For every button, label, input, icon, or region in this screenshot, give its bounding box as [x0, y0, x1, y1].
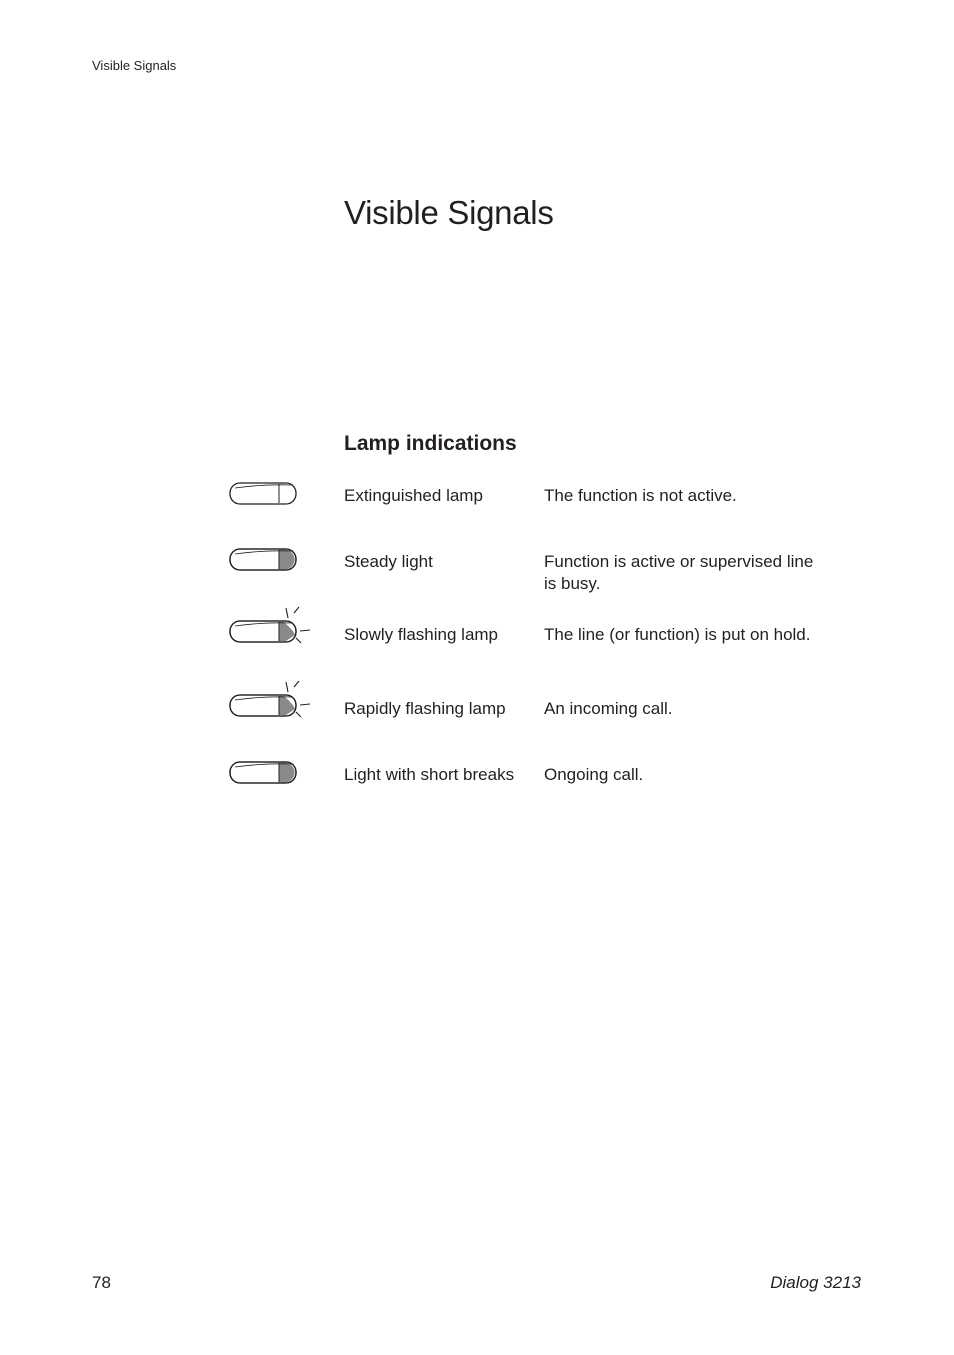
lamp-extinguished-icon [228, 478, 318, 524]
page-number: 78 [92, 1273, 111, 1292]
lamp-steady-icon [228, 757, 318, 803]
lamp-description: Ongoing call. [544, 765, 644, 784]
lamp-label: Rapidly flashing lamp [344, 699, 506, 718]
lamp-indication-row [0, 478, 954, 538]
lamp-flashing-icon [228, 679, 318, 725]
lamp-label: Extinguished lamp [344, 486, 483, 505]
lamp-description: The line (or function) is put on hold. [544, 625, 811, 644]
lamp-description: Function is active or supervised line is busy. [544, 552, 814, 593]
lamp-indication-row [0, 757, 954, 817]
lamp-indication-row [0, 544, 954, 604]
section-heading: Lamp indications [344, 432, 517, 455]
lamp-description: An incoming call. [544, 699, 673, 718]
lamp-label: Light with short breaks [344, 765, 515, 784]
running-header: Visible Signals [92, 58, 177, 73]
page-title: Visible Signals [344, 194, 554, 231]
lamp-flashing-icon [228, 605, 318, 651]
lamp-steady-icon [228, 544, 318, 590]
product-name: Dialog 3213 [770, 1273, 861, 1292]
lamp-label: Steady light [344, 552, 433, 571]
lamp-label: Slowly flashing lamp [344, 625, 499, 644]
lamp-description: The function is not active. [544, 486, 737, 505]
lamp-indication-row [0, 605, 954, 665]
lamp-indication-row [0, 679, 954, 739]
